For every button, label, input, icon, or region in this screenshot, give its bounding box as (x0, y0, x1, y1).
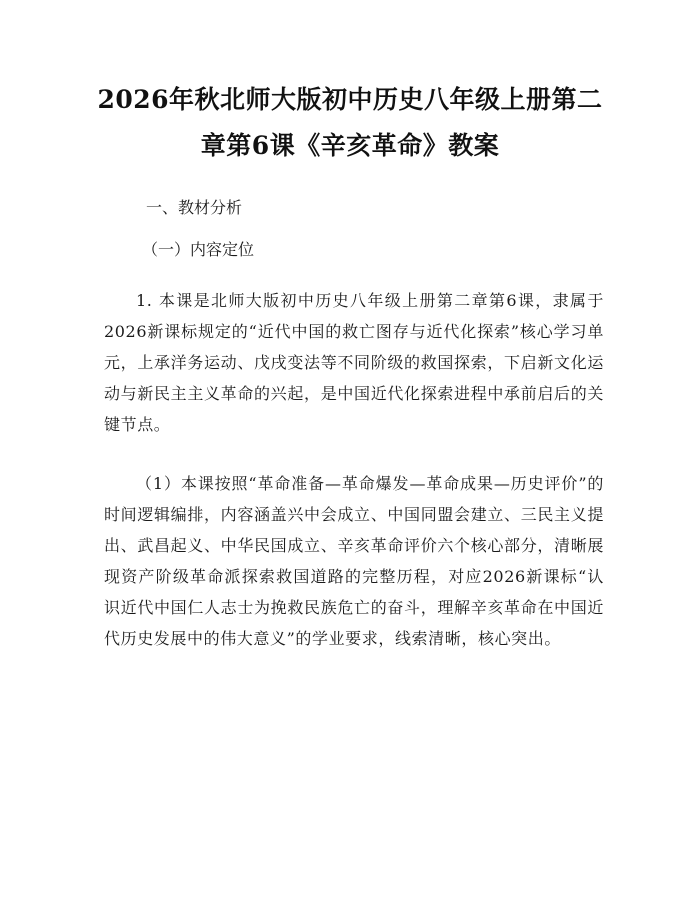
section-heading: 一、教材分析 (146, 198, 243, 217)
document-title-line-2: 章第6课《辛亥革命》教案 (200, 131, 500, 160)
subsection-heading: （一）内容定位 (142, 240, 255, 259)
document-title-line-1: 2026年秋北师大版初中历史八年级上册第二 (97, 85, 603, 114)
body-paragraph-1: 1. 本课是北师大版初中历史八年级上册第二章第6课，隶属于2026新课标规定的“近代中国的救亡图存与近代化探索”核心学习单元，上承洋务运动、戊戌变法等不同阶级的救国探索，下启新文化运动与新民主主义革命的兴起，是中国近代化探索进程中承前启后的关键节点。 (104, 291, 604, 434)
body-paragraph-2: （1）本课按照“革命准备—革命爆发—革命成果—历史评价”的时间逻辑编排，内容涵盖兴中会成立、中国同盟会建立、三民主义提出、武昌起义、中华民国成立、辛亥革命评价六个核心部分，清晰展现资产阶级革命派探索救国道路的完整历程，对应2026新课标“认识近代中国仁人志士为挽救民族危亡的奋斗，理解辛亥革命在中国近代历史发展中的伟大意义”的学业要求，线索清晰，核心突出。 (104, 474, 604, 648)
